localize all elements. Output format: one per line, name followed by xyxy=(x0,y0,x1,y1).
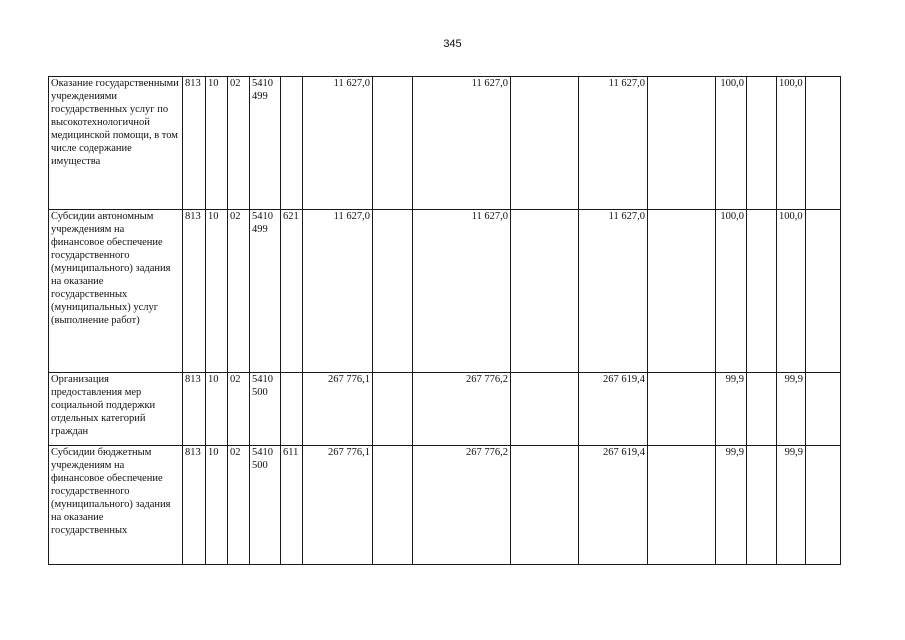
code-ministry: 813 xyxy=(183,446,206,565)
empty-cell xyxy=(806,210,841,373)
empty-cell xyxy=(747,373,777,446)
code-expense-type: 621 xyxy=(281,210,303,373)
empty-cell xyxy=(806,373,841,446)
amount-2: 267 776,2 xyxy=(413,446,511,565)
code-subsection: 02 xyxy=(228,77,250,210)
empty-cell xyxy=(373,446,413,565)
table-row xyxy=(49,77,841,210)
code-expense-type: 611 xyxy=(281,446,303,565)
empty-cell xyxy=(806,446,841,565)
empty-cell xyxy=(648,446,716,565)
empty-cell xyxy=(511,210,579,373)
percent-1: 100,0 xyxy=(716,77,747,210)
percent-1: 99,9 xyxy=(716,373,747,446)
code-section: 10 xyxy=(206,77,228,210)
code-subsection: 02 xyxy=(228,446,250,565)
empty-cell xyxy=(747,77,777,210)
amount-2: 267 776,2 xyxy=(413,373,511,446)
percent-2: 100,0 xyxy=(777,77,806,210)
percent-2: 99,9 xyxy=(777,446,806,565)
empty-cell xyxy=(648,77,716,210)
empty-cell xyxy=(511,77,579,210)
row-name: Оказание государственными учреждениями государственных услуг по высокотехнологичной медицинской помощи, в том числе содержание имущества xyxy=(49,77,183,210)
code-ministry: 813 xyxy=(183,373,206,446)
table-row xyxy=(49,373,841,446)
page-number: 345 xyxy=(443,38,462,50)
amount-1: 267 776,1 xyxy=(303,446,373,565)
amount-2: 11 627,0 xyxy=(413,210,511,373)
row-name: Субсидии бюджетным учреждениям на финансовое обеспечение государственного (муниципального) задания на оказание государственных xyxy=(49,446,183,565)
table-row xyxy=(49,446,841,565)
amount-1: 11 627,0 xyxy=(303,210,373,373)
code-section: 10 xyxy=(206,210,228,373)
code-ministry: 813 xyxy=(183,210,206,373)
empty-cell xyxy=(511,446,579,565)
amount-2: 11 627,0 xyxy=(413,77,511,210)
percent-2: 100,0 xyxy=(777,210,806,373)
empty-cell xyxy=(806,77,841,210)
amount-1: 267 776,1 xyxy=(303,373,373,446)
percent-1: 100,0 xyxy=(716,210,747,373)
code-section: 10 xyxy=(206,373,228,446)
percent-2: 99,9 xyxy=(777,373,806,446)
row-name: Организация предоставления мер социальной поддержки отдельных категорий граждан xyxy=(49,373,183,446)
code-section: 10 xyxy=(206,446,228,565)
code-expense-type xyxy=(281,373,303,446)
amount-1: 11 627,0 xyxy=(303,77,373,210)
empty-cell xyxy=(373,77,413,210)
row-name: Субсидии автономным учреждениям на финансовое обеспечение государственного (муниципального) задания на оказание государственных (муниципальных) услуг (выполнение работ) xyxy=(49,210,183,373)
empty-cell xyxy=(747,210,777,373)
empty-cell xyxy=(648,210,716,373)
amount-3: 11 627,0 xyxy=(579,210,648,373)
code-target: 5410 500 xyxy=(250,373,281,446)
code-target: 5410 500 xyxy=(250,446,281,565)
table-row xyxy=(49,210,841,373)
percent-1: 99,9 xyxy=(716,446,747,565)
empty-cell xyxy=(648,373,716,446)
amount-3: 267 619,4 xyxy=(579,446,648,565)
code-target: 5410 499 xyxy=(250,77,281,210)
code-expense-type xyxy=(281,77,303,210)
code-target: 5410 499 xyxy=(250,210,281,373)
code-subsection: 02 xyxy=(228,373,250,446)
empty-cell xyxy=(511,373,579,446)
amount-3: 267 619,4 xyxy=(579,373,648,446)
budget-table xyxy=(48,76,841,565)
amount-3: 11 627,0 xyxy=(579,77,648,210)
empty-cell xyxy=(747,446,777,565)
empty-cell xyxy=(373,210,413,373)
code-ministry: 813 xyxy=(183,77,206,210)
code-subsection: 02 xyxy=(228,210,250,373)
empty-cell xyxy=(373,373,413,446)
